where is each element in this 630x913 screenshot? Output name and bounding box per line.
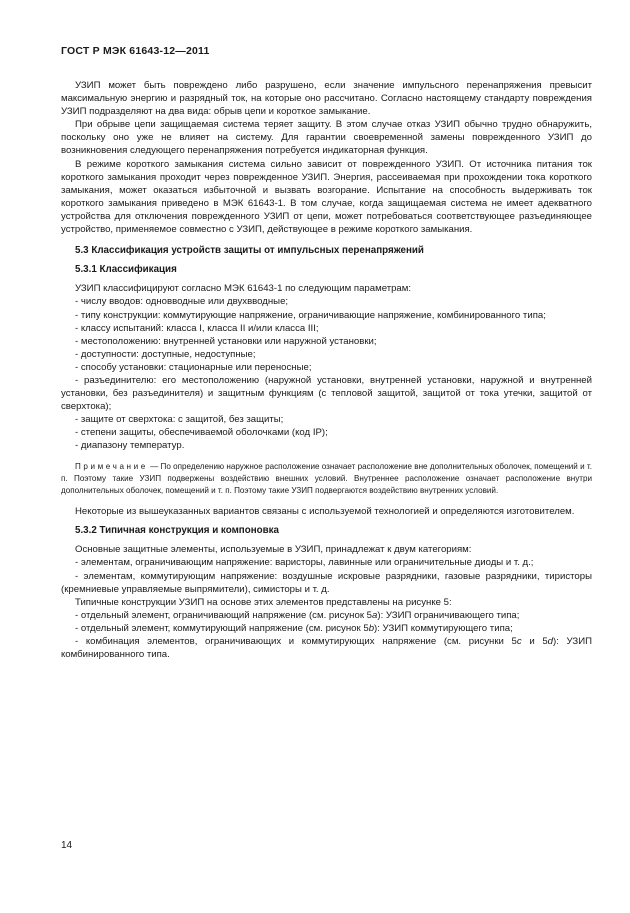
list-item: - разъединителю: его местоположению (наружной установки, внутренней установки, наружной и внутренней установки, без разъединителя) и защитным функциям (с тепловой защитой, защитой от тока утечки, защитой от сверхтока); [61, 374, 592, 413]
list-item: - способу установки: стационарные или переносные; [75, 361, 312, 373]
figure-ref: c [516, 635, 522, 647]
list-item-text: - комбинация элементов, ограничивающих и коммутирующих напряжение (см. рисунки 5 [75, 635, 517, 647]
section-heading-5-3: 5.3 Классификация устройств защиты от импульсных перенапряжений [75, 245, 424, 257]
classification-closing: Некоторые из вышеуказанных вариантов связаны с используемой технологией и определяются изготовителем. [75, 506, 575, 518]
list-item-text: - отдельный элемент, ограничивающий напряжение (см. рисунок 5 [75, 609, 373, 621]
figure-ref: b [368, 622, 375, 634]
document-page [61, 45, 592, 661]
intro-paragraph: При обрыве цепи защищаемая система теряет защиту. В этом случае отказ УЗИП обычно трудно обнаружить, поскольку оно уже не влияет на систему. Для гарантии своевременной замены поврежденного УЗИП до возникновения следующего перенапряжения потребуется индикаторная функция. [61, 119, 592, 157]
list-item: - защите от сверхтока: с защитой, без защиты; [75, 414, 284, 426]
intro-paragraph: В режиме короткого замыкания система сильно зависит от поврежденного УЗИП. От источника питания ток короткого замыкания проходит через поврежденное УЗИП. Энергия, рассеиваемая при прохождении тока короткого замыкания, может оказаться избыточной и вызвать возгорание. Испытание на способность выдерживать ток короткого замыкания приведено в МЭК 61643-1. В том случае, когда защищаемая система не имеет адекватного устройства для отключения поврежденного УЗИП от цепи, может потребоваться соответствующее разъединяющее устройство, применяемое совместно с УЗИП, действующее в режиме короткого замыкания. [61, 158, 592, 236]
section-heading-5-3-2: 5.3.2 Типичная конструкция и компоновка [75, 525, 279, 537]
list-item: - степени защиты, обеспечиваемой оболочками (код IP); [75, 427, 328, 439]
list-item: - числу вводов: одновводные или двухвводные; [75, 296, 289, 308]
classification-lead: УЗИП классифицируют согласно МЭК 61643-1 по следующим параметрам: [75, 283, 412, 295]
list-item [61, 635, 592, 661]
list-item: - типу конструкции: коммутирующие напряжение, ограничивающие напряжение, комбинированного типа; [75, 309, 546, 321]
note-paragraph [61, 461, 592, 498]
figure-ref: a [372, 609, 378, 621]
list-item [61, 609, 592, 622]
list-item: - диапазону температур. [75, 440, 185, 452]
page-number: 14 [61, 840, 73, 851]
note-label: Примечание [75, 461, 148, 471]
list-item-text: ): УЗИП комбинированного типа. [61, 635, 592, 661]
list-item: - элементам, ограничивающим напряжение: варисторы, лавинные или ограничительные диоды и т. д.; [75, 557, 534, 569]
note-text: — По определению наружное расположение означает расположение вне дополнительных оболочек, помещений и т. п. Поэтому такие УЗИП подвержены воздействию внешних условий. Внутреннее расположение означает расположение внутри дополнительных оболочек, помещений и т. п. Поэтому такие УЗИП подвергаются воздействию внутренних условий. [61, 461, 592, 495]
list-item: - доступности: доступные, недоступные; [75, 348, 256, 360]
list-item: - местоположению: внутренней установки или наружной установки; [75, 335, 377, 347]
document-header: ГОСТ Р МЭК 61643-12—2011 [61, 45, 210, 57]
list-item [61, 622, 592, 635]
list-item-text: ): УЗИП коммутирующего типа; [374, 622, 513, 634]
list-item: - элементам, коммутирующим напряжение: воздушные искровые разрядники, газовые разрядники, тиристоры (кремниевые управляемые выпрямители), симисторы и т. д. [61, 570, 592, 595]
construction-lead: Основные защитные элементы, используемые в УЗИП, принадлежат к двум категориям: [75, 544, 472, 556]
list-item-text: ): УЗИП ограничивающего типа; [377, 609, 520, 621]
intro-paragraph: УЗИП может быть повреждено либо разрушено, если значение импульсного перенапряжения превысит максимальную энергию и разрядный ток, на которые оно рассчитано. Согласно настоящему стандарту повреждения УЗИП подразделяют на два вида: обрыв цепи и короткое замыкание. [61, 80, 592, 118]
document-body [61, 79, 592, 661]
section-heading-5-3-1: 5.3.1 Классификация [75, 264, 177, 276]
list-item-text: - отдельный элемент, коммутирующий напряжение (см. рисунок 5 [75, 622, 369, 634]
construction-lead-2: Типичные конструкции УЗИП на основе этих элементов представлены на рисунке 5: [75, 596, 452, 608]
list-item-text: и 5 [521, 635, 548, 647]
figure-ref: d [547, 635, 554, 647]
list-item: - классу испытаний: класса I, класса II и/или класса III; [75, 322, 319, 334]
